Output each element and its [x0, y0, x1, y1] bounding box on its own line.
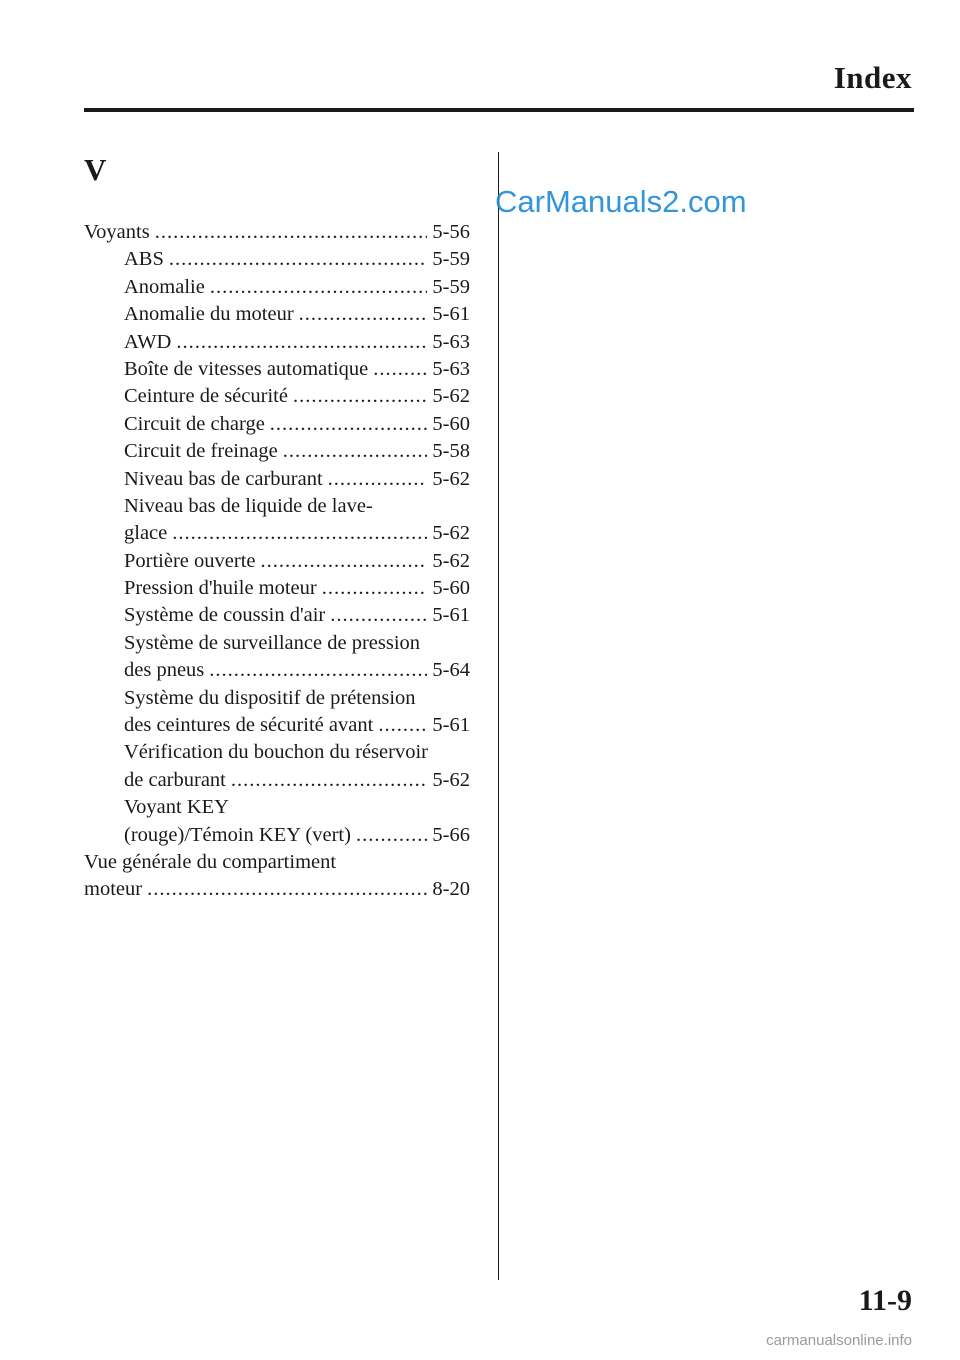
entry-label-line: Niveau bas de liquide de lave- — [124, 494, 373, 517]
index-subentry — [84, 794, 470, 849]
entry-label: Circuit de charge — [124, 412, 265, 435]
dot-leader — [172, 520, 427, 547]
dot-leader — [283, 438, 428, 465]
dot-leader — [373, 356, 427, 383]
entry-page-ref: 5-60 — [432, 412, 470, 435]
entry-label: Système de coussin d'air — [124, 604, 326, 627]
index-subentry — [84, 630, 470, 685]
entry-page-ref: 8-20 — [432, 878, 470, 901]
entry-label: Anomalie — [124, 275, 205, 298]
index-subentry — [84, 301, 470, 328]
entry-label: AWD — [124, 330, 172, 353]
entry-page-ref: 5-56 — [432, 221, 470, 243]
entry-label: Niveau bas de carburant — [124, 467, 323, 490]
dot-leader — [293, 383, 427, 410]
index-subentry — [84, 548, 470, 575]
index-subentry — [84, 329, 470, 356]
header-rule — [84, 108, 914, 112]
index-subentry — [84, 274, 470, 301]
entry-label-line: Vue générale du compartiment — [84, 850, 337, 873]
entry-page-ref: 5-61 — [432, 604, 470, 627]
entry-label: Boîte de vitesses automatique — [124, 357, 369, 380]
entry-page-ref: 5-62 — [432, 522, 470, 545]
section-letter: V — [84, 152, 107, 187]
entry-label: glace — [124, 522, 168, 545]
entry-page-ref: 5-62 — [432, 467, 470, 490]
entry-label: moteur — [84, 878, 143, 901]
entry-label: Pression d'huile moteur — [124, 577, 317, 600]
entry-page-ref: 5-63 — [432, 330, 470, 353]
dot-leader — [209, 657, 427, 684]
dot-leader — [176, 329, 427, 356]
entry-page-ref: 5-61 — [432, 714, 470, 737]
entry-label-line: Voyant KEY — [124, 796, 229, 819]
index-subentry — [84, 493, 470, 548]
dot-leader — [330, 602, 427, 629]
dot-leader — [231, 767, 428, 794]
dot-leader — [147, 876, 427, 903]
entry-label: de carburant — [124, 768, 226, 791]
dot-leader — [328, 466, 428, 493]
entry-page-ref: 5-64 — [432, 659, 470, 682]
entry-page-ref: 5-61 — [432, 303, 470, 326]
entry-label: Voyants — [84, 221, 150, 243]
index-subentry — [84, 438, 470, 465]
index-subentry — [84, 246, 470, 273]
entry-page-ref: 5-62 — [432, 549, 470, 572]
index-subentry — [84, 739, 470, 794]
entry-label: des pneus — [124, 659, 205, 682]
footer-site-text: carmanualsonline.info — [766, 1332, 912, 1349]
entry-page-ref: 5-62 — [432, 385, 470, 408]
index-subentry — [84, 383, 470, 410]
dot-leader — [210, 274, 428, 301]
entry-label: Portière ouverte — [124, 549, 256, 572]
dot-leader — [169, 246, 428, 273]
column-divider — [498, 152, 499, 1280]
dot-leader — [155, 219, 428, 246]
entry-page-ref: 5-58 — [432, 440, 470, 463]
index-subentry — [84, 575, 470, 602]
entry-page-ref: 5-59 — [432, 248, 470, 271]
entry-page-ref: 5-62 — [432, 768, 470, 791]
index-list — [84, 219, 470, 904]
index-subentry — [84, 411, 470, 438]
index-subentry — [84, 602, 470, 629]
entry-label-line: Vérification du bouchon du réservoir — [124, 741, 428, 764]
page-number: 11-9 — [858, 1284, 912, 1317]
entry-label: des ceintures de sécurité avant — [124, 714, 374, 737]
entry-label: Ceinture de sécurité — [124, 385, 288, 408]
entry-page-ref: 5-63 — [432, 357, 470, 380]
dot-leader — [322, 575, 428, 602]
dot-leader — [299, 301, 428, 328]
dot-leader — [261, 548, 428, 575]
dot-leader — [356, 822, 427, 849]
entry-label: (rouge)/Témoin KEY (vert) — [124, 823, 351, 846]
entry-page-ref: 5-60 — [432, 577, 470, 600]
entry-label: ABS — [124, 248, 164, 271]
dot-leader — [270, 411, 428, 438]
entry-label: Circuit de freinage — [124, 440, 278, 463]
index-entry — [84, 219, 470, 246]
watermark-text: CarManuals2.com — [495, 184, 747, 219]
entry-page-ref: 5-66 — [432, 823, 470, 846]
dot-leader — [378, 712, 427, 739]
index-entry — [84, 849, 470, 904]
index-subentry — [84, 685, 470, 740]
chapter-title: Index — [833, 60, 912, 95]
index-subentry — [84, 466, 470, 493]
entry-label-line: Système de surveillance de pression — [124, 631, 421, 654]
index-subentry — [84, 356, 470, 383]
entry-label: Anomalie du moteur — [124, 303, 294, 326]
entry-label-line: Système du dispositif de prétension — [124, 686, 416, 709]
entry-page-ref: 5-59 — [432, 275, 470, 298]
